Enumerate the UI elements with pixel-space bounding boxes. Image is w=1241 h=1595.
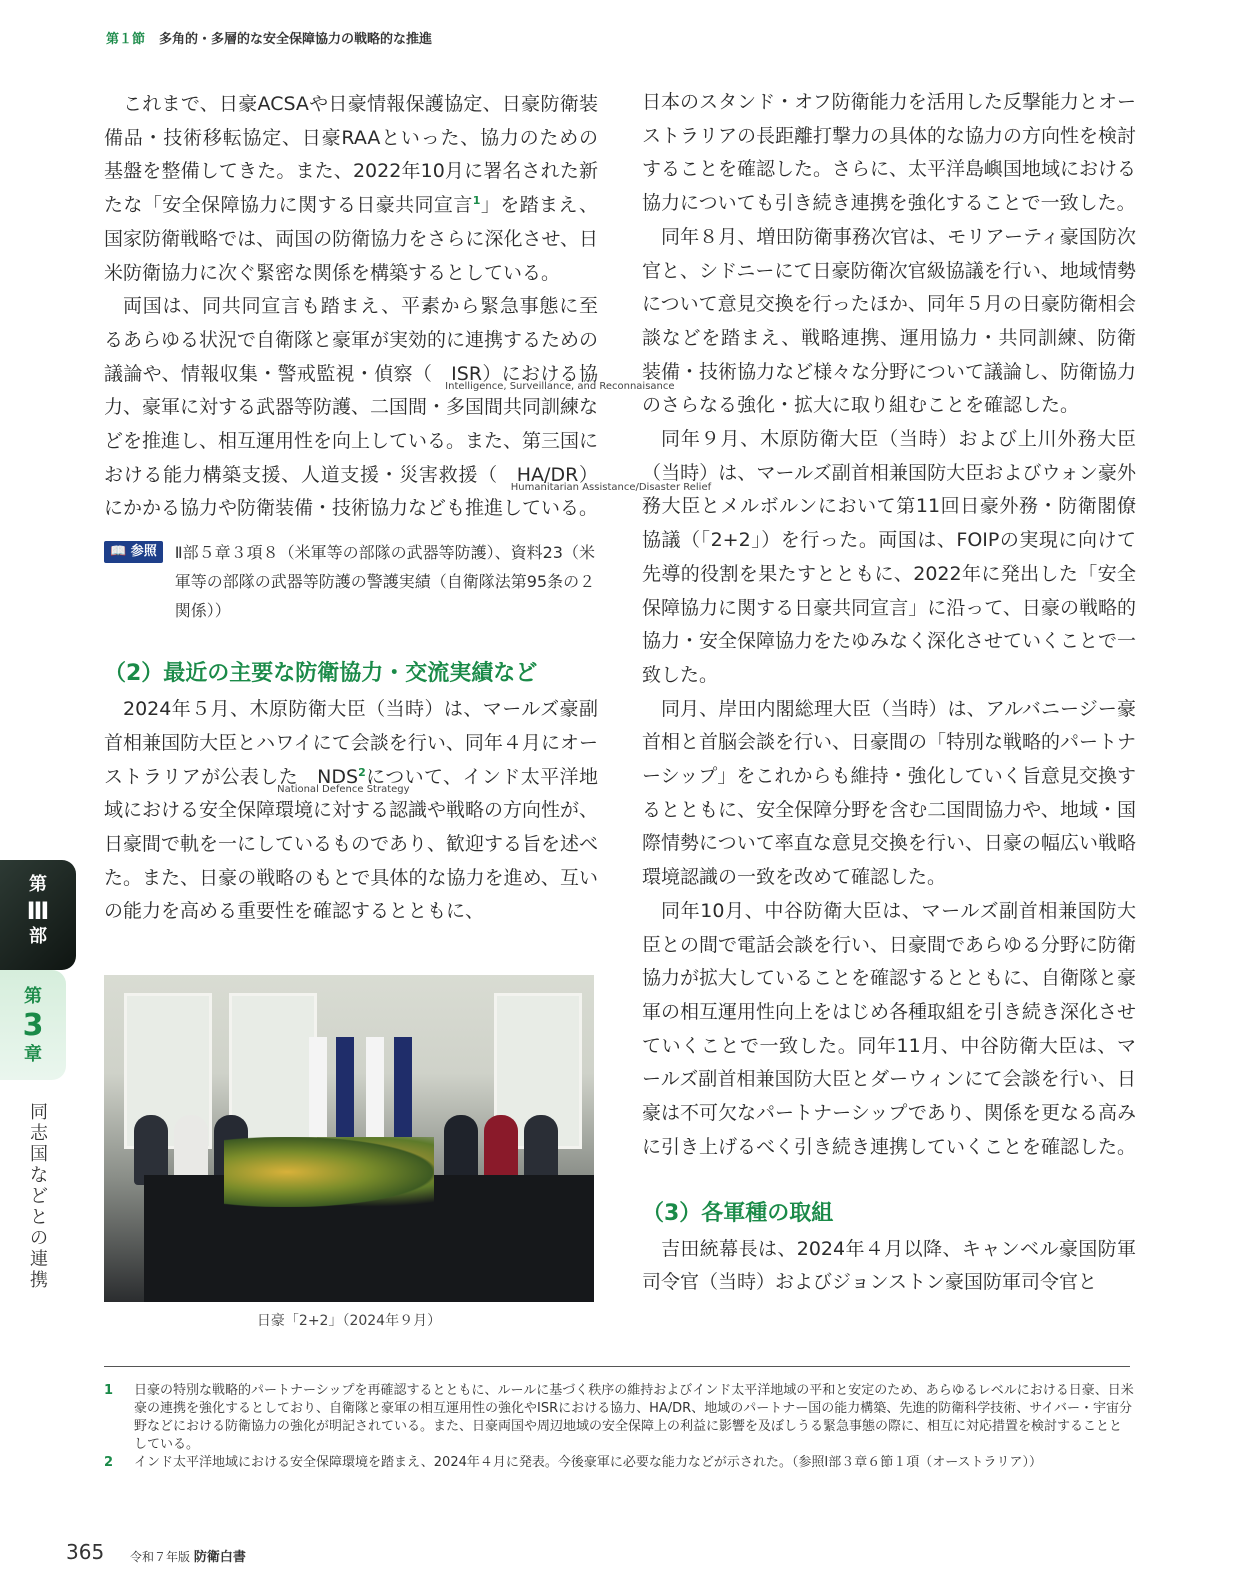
ruby-hadr xyxy=(498,459,712,493)
paragraph xyxy=(104,88,598,290)
paragraph xyxy=(104,693,598,929)
reference-note xyxy=(104,538,598,625)
photo-caption: 日豪「2+2」（2024年９月） xyxy=(256,1313,442,1329)
right-column xyxy=(642,86,1136,1300)
reference-text: Ⅱ部５章３項８（米軍等の部隊の武器等防護）、資料23（米軍等の部隊の武器等防護の警護実績（自衛隊法第95条の２関係）） xyxy=(174,543,596,621)
chapter-tab-number: 3 xyxy=(22,1008,44,1043)
ruby-isr xyxy=(432,358,675,392)
footnote-divider xyxy=(104,1366,1130,1367)
footnote-number: 2 xyxy=(104,1455,114,1470)
japan-flag-icon xyxy=(309,1037,327,1137)
footnote xyxy=(104,1454,1134,1472)
ruby-nds xyxy=(277,761,410,795)
chapter-tab[interactable] xyxy=(0,970,66,1080)
ruby-base: ISR xyxy=(451,362,483,385)
part-tab-label: 第 xyxy=(29,874,47,895)
publication-name xyxy=(130,1546,246,1565)
reference-badge: 📖 参照 xyxy=(104,541,163,563)
footnotes xyxy=(104,1382,1134,1472)
publication-edition: 令和７年版 xyxy=(130,1550,191,1564)
part-tab-label: 部 xyxy=(29,926,47,947)
australia-flag-icon xyxy=(336,1037,354,1137)
ruby-base: NDS xyxy=(317,765,359,788)
ruby-annotation: Humanitarian Assistance/Disaster Relief xyxy=(510,481,712,493)
paragraph: 吉田統幕長は、2024年４月以降、キャンベル豪国防軍司令官（当時）およびジョンストン豪国防軍司令官と xyxy=(642,1237,1136,1294)
ruby-annotation: National Defence Strategy xyxy=(277,783,410,795)
ruby-base: HA/DR xyxy=(516,463,579,486)
left-column xyxy=(104,88,712,929)
meeting-photo xyxy=(104,975,594,1302)
chapter-title-vertical: 同志国などとの連携 xyxy=(30,1102,48,1291)
paragraph xyxy=(104,290,712,526)
footnote xyxy=(104,1382,1134,1454)
paragraph: 同年８月、増田防衛事務次官は、モリアーティ豪国防次官と、シドニーにて日豪防衛次官級協議を行い、地域情勢について意見交換を行ったほか、同年５月の日豪防衛相会談などを踏まえ、戦略連携、運用協力・共同訓練、防衛装備・技術協力など様々な分野について議論し、防衛協力のさらなる強化・拡大に取り組むことを確認した。 xyxy=(642,225,1136,417)
text-run: について、インド太平洋地域における安全保障環境に対する認識や戦略の方向性が、日豪間で軌を一にしているものであり、歓迎する旨を述べた。また、日豪の戦略のもとで具体的な協力を進め、互いの能力を高める重要性を確認するとともに、 xyxy=(104,765,599,923)
paragraph: 日本のスタンド・オフ防衛能力を活用した反撃能力とオーストラリアの長距離打撃力の具体的な協力の方向性を検討することを確認した。さらに、太平洋島嶼国地域における協力についても引き続き連携を強化することで一致した。 xyxy=(642,91,1137,215)
publication-title: 防衛白書 xyxy=(193,1550,246,1565)
text-run: 両国は、同共同宣言も踏まえ、平素から緊急事態に至るあらゆる状況で自衛隊と豪軍が実効的に連携するための議論や、情報収集・警戒監視・偵察（ xyxy=(104,295,599,385)
text-run: ）における協力、豪軍に対する武器等防護、二国間・多国間共同訓練などを推進し、相互運用性を向上している。また、第三国における能力構築支援、人道支援・災害救援（ xyxy=(104,362,599,486)
japan-flag-icon xyxy=(366,1037,384,1137)
footnote-ref[interactable]: 2 xyxy=(358,765,366,779)
header-section-title: 多角的・多層的な安全保障協力の戦略的な推進 xyxy=(159,32,433,47)
part-tab-number: Ⅲ xyxy=(26,897,50,925)
paragraph: 同年９月、木原防衛大臣（当時）および上川外務大臣（当時）は、マールズ副首相兼国防大臣およびウォン豪外務大臣とメルボルンにおいて第11回日豪外務・防衛閣僚協議（「2+2」）を行った。両国は、FOIPの実現に向けて先導的役割を果たすとともに、2022年に発出した「安全保障協力に関する日豪共同宣言」に沿って、日豪の戦略的協力・安全保障協力をたゆみなく深化させていくことで一致した。 xyxy=(642,428,1137,686)
page-number: 365 xyxy=(66,1540,105,1564)
text-run: これまで、日豪ACSAや日豪情報保護協定、日豪防衛装備品・技術移転協定、日豪RAAといった、協力のための基盤を整備してきた。また、2022年10月に署名された新たな「安全保障協力に関する日豪共同宣言 xyxy=(104,93,598,217)
paragraph: 同年10月、中谷防衛大臣は、マールズ副首相兼国防大臣との間で電話会談を行い、日豪間であらゆる分野に防衛協力が拡大していることを確認するとともに、自衛隊と豪軍の相互運用性向上をはじめ各種取組を引き続き深化させていくことで一致した。同年11月、中谷防衛大臣は、マールズ副首相兼国防大臣とダーウィンにて会談を行い、日豪は不可欠なパートナーシップであり、関係を更なる高みに引き上げるべく引き続き連携していくことを確認した。 xyxy=(642,899,1137,1158)
footnote-ref[interactable]: 1 xyxy=(472,194,481,208)
flower-arrangement xyxy=(224,1137,434,1207)
ruby-annotation: Intelligence, Surveillance, and Reconnaisance xyxy=(445,380,675,392)
header-section-number: 第１節 xyxy=(106,32,146,47)
text-run: 2024年５月、木原防衛大臣（当時）は、マールズ豪副首相兼国防大臣とハワイにて会談を行い、同年４月にオーストラリアが公表した xyxy=(104,698,598,788)
footnote-number: 1 xyxy=(104,1383,114,1398)
chapter-tab-label: 章 xyxy=(24,1044,42,1065)
footnote-text: インド太平洋地域における安全保障環境を踏まえ、2024年４月に発表。今後豪軍に必要な能力などが示された。（参照Ⅰ部３章６節１項（オーストラリア）） xyxy=(134,1455,1043,1470)
text-run: ）にかかる協力や防衛装備・技術協力なども推進している。 xyxy=(104,463,599,520)
text-run: 」を踏まえ、国家防衛戦略では、両国の防衛協力をさらに深化させ、日米防衛協力に次ぐ緊密な関係を構築するとしている。 xyxy=(104,194,598,284)
paragraph: 同月、岸田内閣総理大臣（当時）は、アルバニージー豪首相と首脳会談を行い、日豪間の「特別な戦略的パートナーシップ」をこれからも維持・強化していく旨意見交換するとともに、安全保障分野を含む二国間協力や、地域・国際情勢について率直な意見交換を行い、日豪の幅広い戦略環境認識の一致を改めて確認した。 xyxy=(642,697,1137,889)
subsection-heading-2: （2）最近の主要な防衛協力・交流実績など xyxy=(104,661,538,687)
chapter-tab-label: 第 xyxy=(24,986,42,1007)
australia-flag-icon xyxy=(394,1037,412,1137)
part-tab[interactable] xyxy=(0,860,76,970)
running-header xyxy=(106,28,432,47)
footnote-text: 日豪の特別な戦略的パートナーシップを再確認するとともに、ルールに基づく秩序の維持およびインド太平洋地域の平和と安定のため、あらゆるレベルにおける日豪、日米豪の連携を強化するとしており、自衛隊と豪軍の相互運用性の強化やISRにおける協力、HA/DR、地域のパートナー国の能力構築、先進的防衛科学技術、サイバー・宇宙分野などにおける防衛協力の強化が明記されている。また、日豪両国や周辺地域の安全保障上の利益に影響を及ぼしうる緊急事態の際に、相互に対応措置を検討することとしている。 xyxy=(134,1383,1134,1452)
subsection-heading-3: （3）各軍種の取組 xyxy=(642,1200,834,1226)
